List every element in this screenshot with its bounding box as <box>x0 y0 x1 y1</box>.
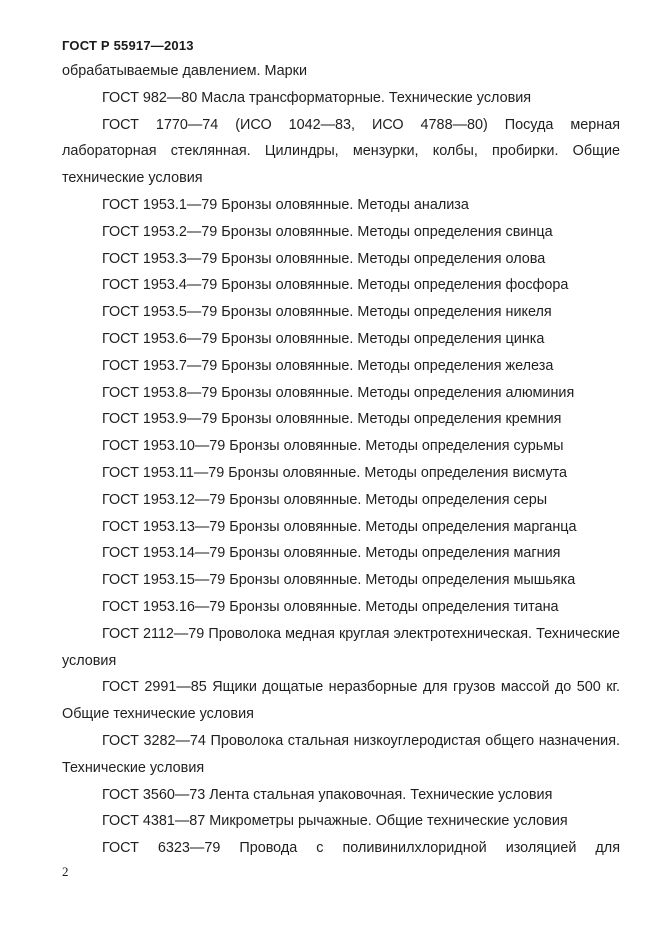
reference-entry: ГОСТ 1953.9—79 Бронзы оловянные. Методы определения кремния <box>102 411 562 428</box>
reference-entry: ГОСТ 1953.7—79 Бронзы оловянные. Методы определения железа <box>102 357 554 374</box>
reference-entry: ГОСТ 6323—79 Провода с поливинилхлоридной изоляцией для <box>102 840 620 857</box>
reference-entry: ГОСТ 1953.11—79 Бронзы оловянные. Методы определения висмута <box>102 464 568 481</box>
continuation-line: обрабатываемые давлением. Марки <box>62 63 307 79</box>
reference-entry: ГОСТ 2991—85 Ящики дощатые неразборные для грузов массой до 500 кг. Общие технические условия <box>62 679 620 723</box>
reference-entry: ГОСТ 2112—79 Проволока медная круглая электротехническая. Технические условия <box>62 625 620 669</box>
reference-entry: ГОСТ 1953.8—79 Бронзы оловянные. Методы определения алюминия <box>102 384 575 401</box>
reference-entry: ГОСТ 1953.2—79 Бронзы оловянные. Методы определения свинца <box>102 223 553 240</box>
reference-entry: ГОСТ 3560—73 Лента стальная упаковочная. Технические условия <box>102 786 553 803</box>
reference-entry: ГОСТ 3282—74 Проволока стальная низкоуглеродистая общего назначения. Технические условия <box>62 732 620 776</box>
reference-entry: ГОСТ 1953.12—79 Бронзы оловянные. Методы определения серы <box>102 491 548 508</box>
reference-entry: ГОСТ 1953.13—79 Бронзы оловянные. Методы определения марганца <box>102 518 577 535</box>
reference-entry: ГОСТ 1953.15—79 Бронзы оловянные. Методы определения мышьяка <box>102 572 576 589</box>
reference-entry: ГОСТ 1953.4—79 Бронзы оловянные. Методы определения фосфора <box>102 277 569 294</box>
reference-entry: ГОСТ 4381—87 Микрометры рычажные. Общие технические условия <box>102 813 568 830</box>
reference-entry: ГОСТ 1770—74 (ИСО 1042—83, ИСО 4788—80) Посуда мерная лабораторная стеклянная. Цилиндры, мензурки, колбы, пробирки. Общие технические условия <box>62 116 620 187</box>
reference-entry: ГОСТ 1953.6—79 Бронзы оловянные. Методы определения цинка <box>102 330 545 347</box>
reference-entry: ГОСТ 1953.1—79 Бронзы оловянные. Методы анализа <box>102 196 469 213</box>
reference-entry: ГОСТ 982—80 Масла трансформаторные. Технические условия <box>102 89 532 106</box>
reference-entry: ГОСТ 1953.14—79 Бронзы оловянные. Методы определения магния <box>102 545 561 562</box>
standard-header: ГОСТ Р 55917—2013 <box>62 38 194 53</box>
reference-entry: ГОСТ 1953.3—79 Бронзы оловянные. Методы определения олова <box>102 250 546 267</box>
reference-entry: ГОСТ 1953.5—79 Бронзы оловянные. Методы определения никеля <box>102 304 552 321</box>
reference-entry: ГОСТ 1953.10—79 Бронзы оловянные. Методы определения сурьмы <box>102 438 564 455</box>
page-number: 2 <box>62 864 69 879</box>
reference-entry: ГОСТ 1953.16—79 Бронзы оловянные. Методы определения титана <box>102 598 559 615</box>
references-list <box>62 58 620 862</box>
